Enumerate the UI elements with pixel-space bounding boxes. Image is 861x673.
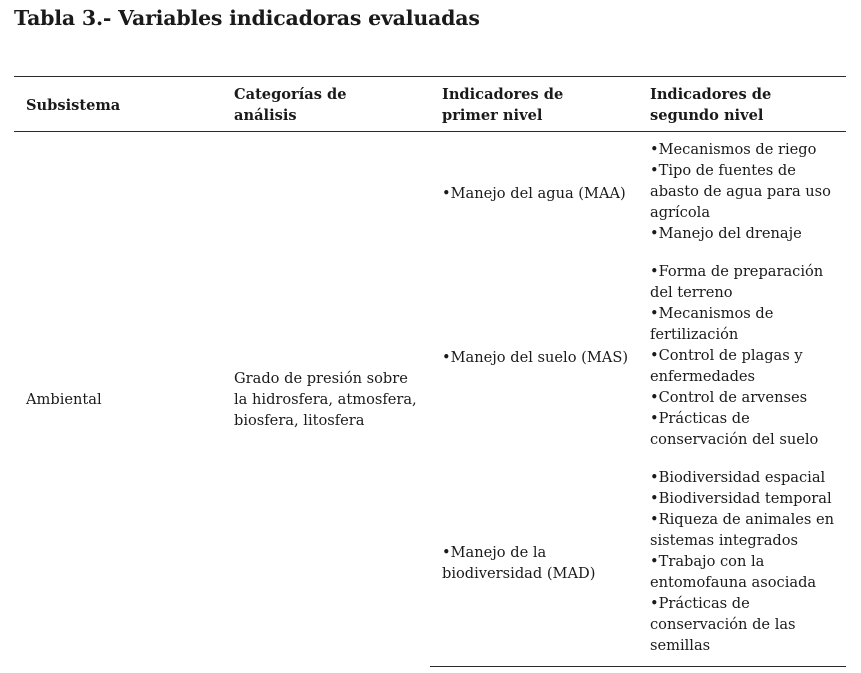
cell-primer-nivel: •Manejo de la biodiversidad (MAD) [430, 460, 638, 667]
cell-segundo-nivel: •Mecanismos de riego •Tipo de fuentes de abasto de agua para uso agrícola •Manejo del drenaje [650, 141, 831, 242]
table-row [14, 132, 846, 255]
cell-segundo-nivel: •Biodiversidad espacial •Biodiversidad temporal •Riqueza de animales en sistemas integrados •Trabajo con la entomofauna asociada •Prácticas de conservación de las semillas [638, 460, 846, 667]
cell-categoria: Grado de presión sobre la hidrosfera, atmosfera, biosfera, litosfera [234, 369, 417, 429]
table-title: Tabla 3.- Variables indicadoras evaluadas [14, 6, 480, 30]
cell-primer-nivel: •Manejo del agua (MAA) [442, 184, 626, 202]
header-subsistema: Subsistema [14, 77, 222, 132]
cell-segundo-nivel: •Forma de preparación del terreno •Mecanismos de fertilización •Control de plagas y enfermedades •Control de arvenses •Prácticas de conservación del suelo [650, 263, 824, 448]
header-segundo-nivel: Indicadores de segundo nivel [638, 77, 846, 132]
cell-primer-nivel: •Manejo del suelo (MAS) [442, 348, 629, 366]
header-categorias: Categorías de análisis [222, 77, 430, 132]
cell-subsistema: Ambiental [26, 390, 102, 408]
indicators-table [14, 76, 846, 667]
header-primer-nivel: Indicadores de primer nivel [430, 77, 638, 132]
indicators-table-container [14, 76, 846, 667]
header-row [14, 77, 846, 132]
